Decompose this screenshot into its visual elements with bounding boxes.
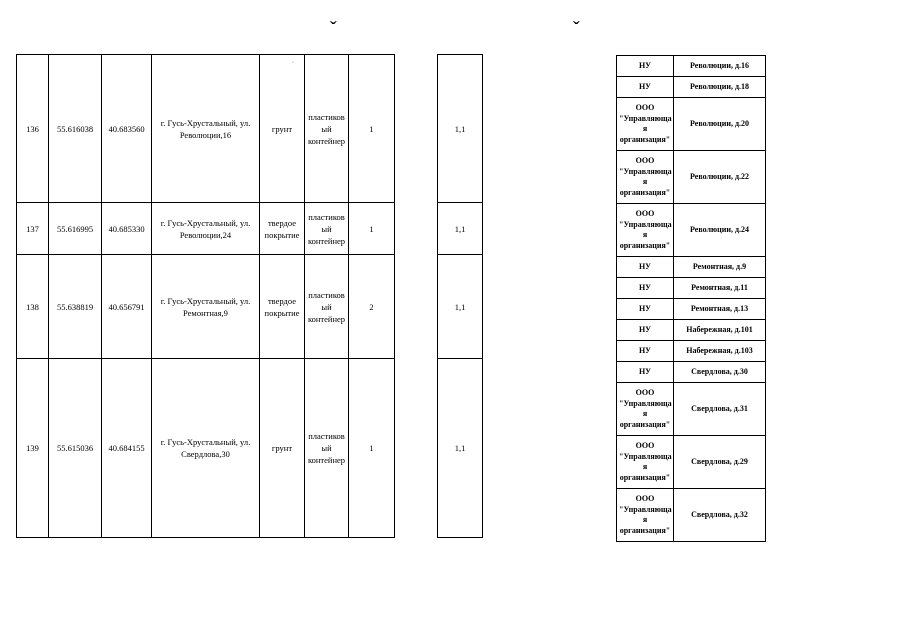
volume-cell: 1,1 — [438, 55, 483, 203]
table-row — [617, 257, 766, 278]
address-cell: г. Гусь-Хрустальный, ул. Революции,24 — [152, 203, 260, 255]
container-count-cell: 1 — [349, 359, 395, 538]
container-type-cell: пластиков ый контейнер — [305, 255, 349, 359]
container-count-cell: 1 — [349, 55, 395, 203]
building-address-cell: Свердлова, д.30 — [674, 362, 766, 383]
row-number: 138 — [17, 255, 49, 359]
table-row — [17, 359, 395, 538]
latitude-cell: 55.638819 — [49, 255, 102, 359]
surface-cell: грунт — [260, 359, 305, 538]
owner-cell: НУ — [617, 341, 674, 362]
surface-cell: твердое покрытие — [260, 255, 305, 359]
owner-cell: НУ — [617, 56, 674, 77]
volume-cell: 1,1 — [438, 255, 483, 359]
longitude-cell: 40.685330 — [102, 203, 152, 255]
building-address-cell: Революции, д.20 — [674, 98, 766, 151]
container-type-cell: пластиков ый контейнер — [305, 203, 349, 255]
table-row — [438, 359, 483, 538]
building-address-cell: Революции, д.22 — [674, 151, 766, 204]
table-row — [617, 299, 766, 320]
owner-cell: НУ — [617, 362, 674, 383]
owner-cell: ООО "Управляюща я организация" — [617, 436, 674, 489]
table-row — [617, 383, 766, 436]
owner-cell: НУ — [617, 278, 674, 299]
owner-table — [616, 55, 766, 542]
owner-cell: НУ — [617, 77, 674, 98]
building-address-cell: Набережная, д.101 — [674, 320, 766, 341]
building-address-cell: Свердлова, д.31 — [674, 383, 766, 436]
scan-dot: · — [292, 60, 294, 66]
owner-cell: ООО "Управляюща я организация" — [617, 98, 674, 151]
building-address-cell: Набережная, д.103 — [674, 341, 766, 362]
address-cell: г. Гусь-Хрустальный, ул. Ремонтная,9 — [152, 255, 260, 359]
building-address-cell: Свердлова, д.32 — [674, 489, 766, 542]
address-cell: г. Гусь-Хрустальный, ул. Революции,16 — [152, 55, 260, 203]
table-row — [617, 489, 766, 542]
table-row — [617, 204, 766, 257]
table-row — [438, 255, 483, 359]
table-row — [617, 98, 766, 151]
container-count-cell: 1 — [349, 203, 395, 255]
table-row — [617, 278, 766, 299]
punch-mark-right: ˇ — [573, 18, 580, 40]
latitude-cell: 55.616995 — [49, 203, 102, 255]
owner-cell: ООО "Управляюща я организация" — [617, 489, 674, 542]
table-row — [17, 203, 395, 255]
longitude-cell: 40.656791 — [102, 255, 152, 359]
container-type-cell: пластиков ый контейнер — [305, 359, 349, 538]
building-address-cell: Революции, д.16 — [674, 56, 766, 77]
building-address-cell: Ремонтная, д.9 — [674, 257, 766, 278]
table-row — [617, 341, 766, 362]
table-row — [617, 151, 766, 204]
owner-cell: ООО "Управляюща я организация" — [617, 204, 674, 257]
owner-cell: ООО "Управляюща я организация" — [617, 151, 674, 204]
longitude-cell: 40.683560 — [102, 55, 152, 203]
row-number: 136 — [17, 55, 49, 203]
table-row — [617, 320, 766, 341]
table-row — [17, 255, 395, 359]
building-address-cell: Ремонтная, д.11 — [674, 278, 766, 299]
table-row — [617, 436, 766, 489]
longitude-cell: 40.684155 — [102, 359, 152, 538]
row-number: 137 — [17, 203, 49, 255]
volume-cell: 1,1 — [438, 359, 483, 538]
volume-table — [437, 54, 483, 538]
container-count-cell: 2 — [349, 255, 395, 359]
address-cell: г. Гусь-Хрустальный, ул. Свердлова,30 — [152, 359, 260, 538]
owner-cell: НУ — [617, 299, 674, 320]
table-row — [438, 203, 483, 255]
table-row — [438, 55, 483, 203]
surface-cell: грунт — [260, 55, 305, 203]
latitude-cell: 55.616038 — [49, 55, 102, 203]
container-type-cell: пластиков ый контейнер — [305, 55, 349, 203]
table-row — [617, 362, 766, 383]
volume-cell: 1,1 — [438, 203, 483, 255]
building-address-cell: Свердлова, д.29 — [674, 436, 766, 489]
owner-cell: НУ — [617, 320, 674, 341]
table-row — [617, 77, 766, 98]
main-table — [16, 54, 395, 538]
building-address-cell: Ремонтная, д.13 — [674, 299, 766, 320]
table-row — [17, 55, 395, 203]
punch-mark-left: ˇ — [330, 18, 337, 40]
latitude-cell: 55.615036 — [49, 359, 102, 538]
table-row — [617, 56, 766, 77]
row-number: 139 — [17, 359, 49, 538]
surface-cell: твердое покрытие — [260, 203, 305, 255]
owner-cell: НУ — [617, 257, 674, 278]
building-address-cell: Революции, д.18 — [674, 77, 766, 98]
building-address-cell: Революции, д.24 — [674, 204, 766, 257]
owner-cell: ООО "Управляюща я организация" — [617, 383, 674, 436]
